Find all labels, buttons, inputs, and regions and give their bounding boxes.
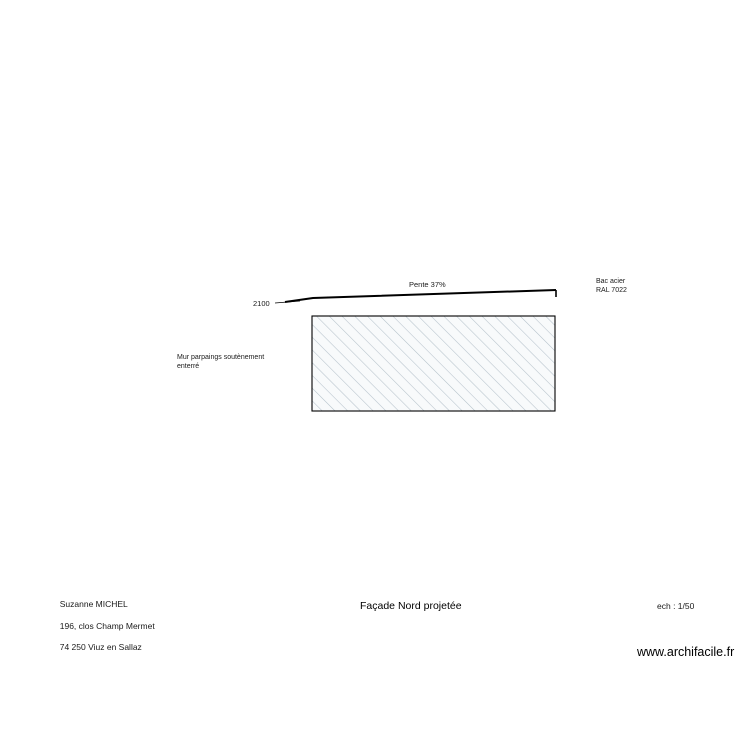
- roof-material-label: [596, 278, 627, 296]
- roof-material-line-2: RAL 7022: [596, 286, 627, 294]
- owner-name: Suzanne MICHEL: [59, 598, 128, 609]
- wall-hatch-area: [312, 316, 555, 411]
- roof-slope-line: [285, 290, 556, 302]
- owner-city: 74 250 Viuz en Sallaz: [59, 642, 142, 653]
- website-watermark: www.archifacile.fr: [637, 645, 735, 659]
- wall-note-line-1: Mur parpaings soutènement: [177, 354, 265, 361]
- wall-note-line-2: enterré: [177, 362, 200, 370]
- roof-material-line-1: Bac acier: [596, 278, 626, 285]
- scale-label: ech : 1/50: [657, 601, 695, 611]
- owner-address: 196, clos Champ Mermet: [59, 620, 155, 631]
- height-dimension-label: 2100: [253, 299, 270, 308]
- owner-info-block: [55, 588, 155, 653]
- roof-slope-label: Pente 37%: [409, 280, 446, 289]
- drawing-title: Façade Nord projetée: [360, 600, 462, 612]
- wall-note-label: [177, 354, 264, 372]
